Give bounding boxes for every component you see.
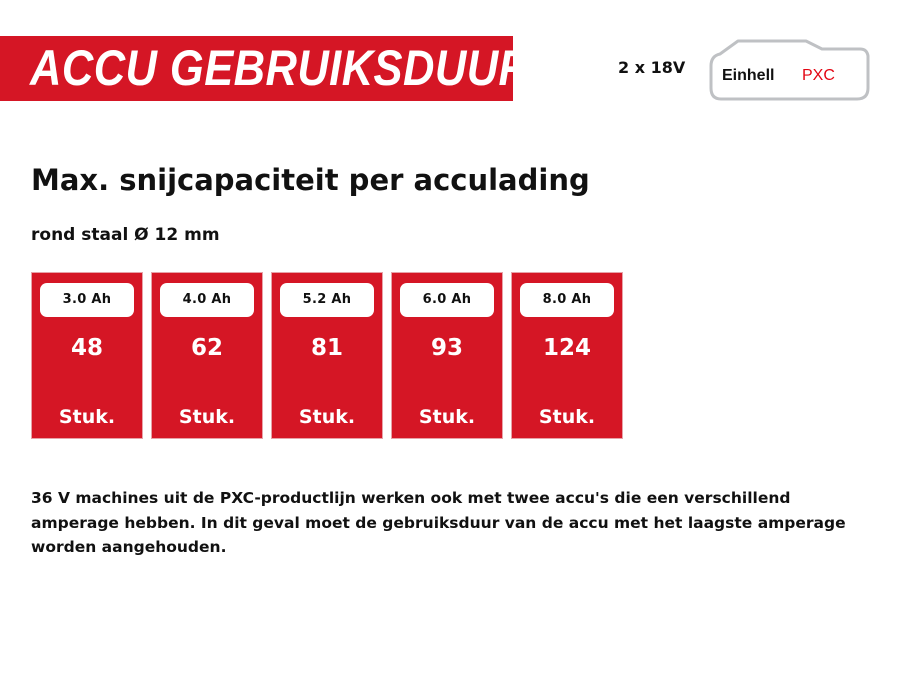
title-banner xyxy=(0,36,531,101)
capacity-badge: 5.2 Ah xyxy=(280,283,374,317)
battery-card-8ah xyxy=(512,273,622,438)
capacity-badge: 8.0 Ah xyxy=(520,283,614,317)
cut-count: 62 xyxy=(190,335,223,361)
voltage-label: 2 x 18V xyxy=(618,58,686,77)
page-title: ACCU GEBRUIKSDUUR xyxy=(30,40,531,96)
logo-brand: Einhell xyxy=(722,67,775,84)
cut-unit: Stuk. xyxy=(538,406,596,428)
cut-unit: Stuk. xyxy=(298,406,356,428)
cut-count: 48 xyxy=(70,335,103,361)
cut-unit: Stuk. xyxy=(178,406,236,428)
capacity-badge: 3.0 Ah xyxy=(40,283,134,317)
battery-card-6ah xyxy=(392,273,502,438)
logo-suffix: PXC xyxy=(802,67,835,84)
capacity-badge: 4.0 Ah xyxy=(160,283,254,317)
cut-count: 81 xyxy=(310,335,343,361)
cut-count: 93 xyxy=(430,335,463,361)
battery-card-3ah xyxy=(32,273,142,438)
battery-card-5-2ah xyxy=(272,273,382,438)
cut-unit: Stuk. xyxy=(418,406,476,428)
einhell-pxc-logo xyxy=(708,35,872,103)
footnote-text: 36 V machines uit de PXC-productlijn werken ook met twee accu's die een verschillend amperage hebben. In dit geval moet de gebruiksduur van de accu met het laagste amperage worden aangehouden. xyxy=(31,489,846,556)
section-subheading: rond staal Ø 12 mm xyxy=(31,225,220,245)
cut-count: 124 xyxy=(542,335,591,361)
capacity-badge: 6.0 Ah xyxy=(400,283,494,317)
battery-card-4ah xyxy=(152,273,262,438)
section-heading: Max. snijcapaciteit per acculading xyxy=(31,163,590,197)
cut-unit: Stuk. xyxy=(58,406,116,428)
